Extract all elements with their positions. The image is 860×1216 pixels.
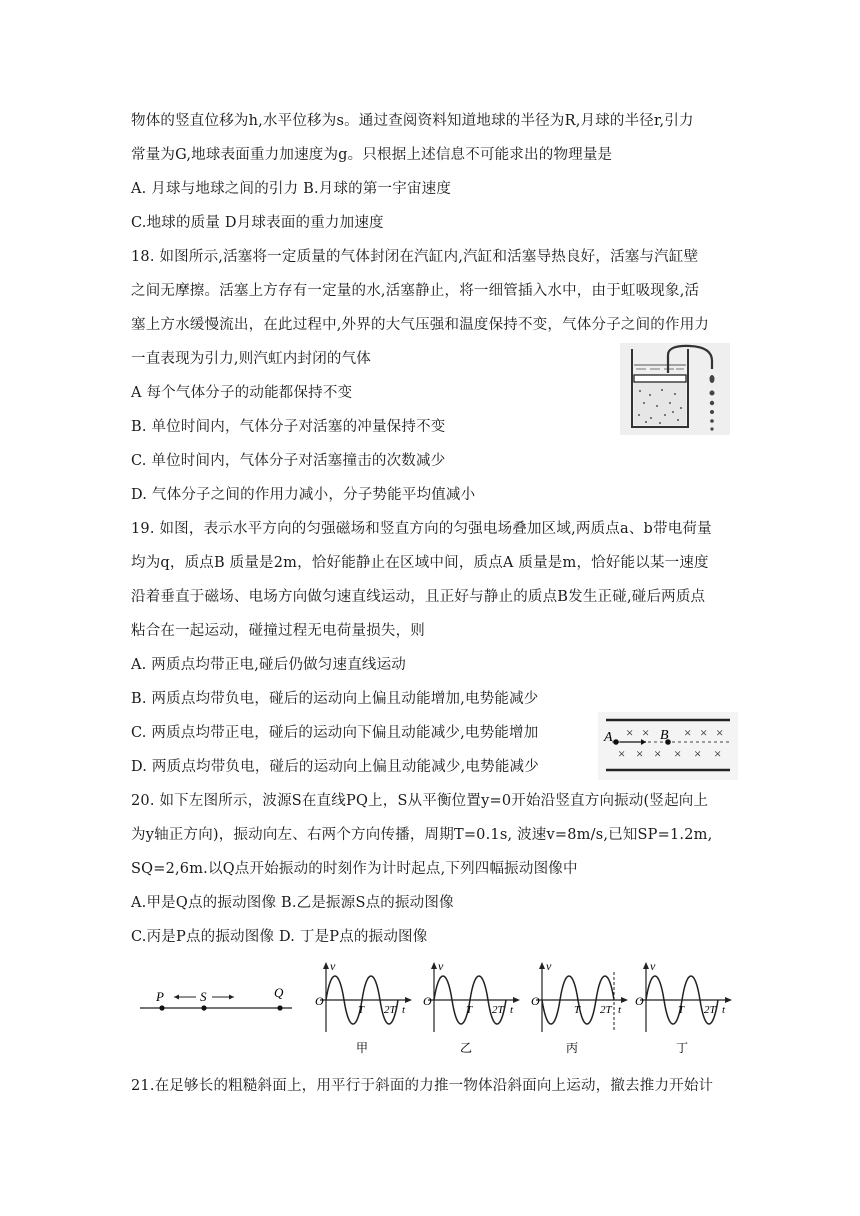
svg-text:T: T (678, 1004, 685, 1016)
option-line: A 每个气体分子的动能都保持不变 (131, 385, 353, 401)
point-q (277, 1005, 282, 1010)
svg-text:×: × (674, 746, 682, 761)
option-line: B. 两质点均带负电，碰后的运动向上偏且动能增加,电势能减少 (131, 691, 539, 707)
text-line: 沿着垂直于磁场、电场方向做匀速直线运动，且正好与静止的质点B发生正碰,碰后两质点 (131, 589, 706, 605)
svg-text:O: O (315, 994, 324, 1008)
text-line: 均为q，质点B 质量是2m，恰好能静止在区域中间，质点A 质量是m，恰好能以某一速度 (131, 555, 709, 571)
svg-text:t: t (722, 1004, 726, 1016)
svg-text:2T: 2T (492, 1004, 504, 1016)
svg-text:O: O (635, 994, 644, 1008)
option-line: C.丙是P点的振动图像 D. 丁是P点的振动图像 (131, 929, 428, 945)
svg-text:×: × (716, 725, 724, 740)
graph-caption: 丁 (676, 1041, 689, 1055)
point-s-label: S (200, 989, 207, 1004)
option-line: D. 两质点均带负电，碰后的运动向上偏且动能减少,电势能减少 (131, 759, 539, 775)
point-q-label: Q (274, 985, 284, 1000)
svg-text:×: × (642, 725, 650, 740)
option-line: A. 两质点均带正电,碰后仍做匀速直线运动 (131, 657, 406, 673)
graph-caption: 丙 (566, 1041, 579, 1055)
text-line: 为y轴正方向)，振动向左、右两个方向传播，周期T=0.1s, 波速v=8m/s,已知SP=1.2m, (131, 827, 713, 843)
option-line: C. 两质点均带正电，碰后的运动向下偏且动能减少,电势能增加 (131, 725, 539, 741)
svg-text:T: T (574, 1004, 581, 1016)
svg-text:×: × (714, 746, 722, 761)
graph-caption: 甲 (356, 1041, 369, 1055)
svg-text:t: t (618, 1004, 622, 1016)
svg-text:×: × (636, 746, 644, 761)
option-line: D. 气体分子之间的作用力减小，分子势能平均值减小 (131, 487, 476, 503)
option-line: A.甲是Q点的振动图像 B.乙是振源S点的振动图像 (131, 895, 454, 911)
point-a (613, 739, 619, 745)
svg-text:O: O (423, 994, 432, 1008)
question-19-line: 19. 如图，表示水平方向的匀强磁场和竖直方向的匀强电场叠加区域,两质点a、b带电荷量 (131, 521, 712, 537)
svg-text:2T: 2T (704, 1004, 716, 1016)
question-21-line: 21.在足够长的粗糙斜面上，用平行于斜面的力推一物体沿斜面向上运动，撤去推力开始计 (131, 1078, 714, 1094)
option-line: A. 月球与地球之间的引力 B.月球的第一宇宙速度 (131, 181, 452, 197)
text-line: 之间无摩擦。活塞上方存有一定量的水,活塞静止，将一细管插入水中，由于虹吸现象,活 (131, 283, 700, 299)
text-line: 常量为G,地球表面重力加速度为g。只根据上述信息不可能求出的物理量是 (131, 147, 613, 163)
text-line: 塞上方水缓慢流出，在此过程中,外界的大气压强和温度保持不变，气体分子之间的作用力 (131, 317, 710, 333)
svg-text:v: v (650, 959, 656, 973)
text-line: 一直表现为引力,则汽虹内封闭的气体 (131, 351, 372, 367)
text-line: 物体的竖直位移为h,水平位移为s。通过查阅资料知道地球的半径为R,月球的半径r,引力 (131, 113, 694, 129)
svg-text:T: T (358, 1004, 365, 1016)
svg-text:v: v (546, 959, 552, 973)
point-a-label: A (604, 730, 613, 745)
svg-text:×: × (700, 725, 708, 740)
text-line: 粘合在一起运动，碰撞过程无电荷量损失，则 (131, 623, 425, 639)
text-line: SQ=2,6m.以Q点开始振动的时刻作为计时起点,下列四幅振动图像中 (131, 861, 578, 877)
option-line: B. 单位时间内，气体分子对活塞的冲量保持不变 (131, 419, 446, 435)
point-s (201, 1005, 206, 1010)
svg-text:t: t (402, 1004, 406, 1016)
vibration-graph-jia (312, 958, 416, 1058)
svg-text:2T: 2T (384, 1004, 396, 1016)
wave-source-line-figure (140, 980, 300, 1024)
svg-text:T: T (466, 1004, 473, 1016)
svg-text:2T: 2T (600, 1004, 612, 1016)
point-b-label: B (660, 728, 669, 743)
svg-text:v: v (330, 959, 336, 973)
question-18-line: 18. 如图所示,活塞将一定质量的气体封闭在汽缸内,汽缸和活塞导热良好，活塞与汽缸壁 (131, 249, 699, 265)
point-p-label: P (156, 989, 164, 1004)
vibration-graph-ding (632, 958, 736, 1058)
svg-text:t: t (510, 1004, 514, 1016)
svg-text:×: × (626, 725, 634, 740)
vibration-graph-bing (528, 958, 632, 1058)
vibration-graph-yi (420, 958, 524, 1058)
question-20-line: 20. 如下左图所示，波源S在直线PQ上，S从平衡位置y=0开始沿竖直方向振动(竖起向上 (131, 793, 709, 809)
cylinder-siphon-figure (620, 343, 730, 435)
option-line: C.地球的质量 D月球表面的重力加速度 (131, 215, 384, 231)
svg-text:×: × (694, 746, 702, 761)
point-p (159, 1005, 164, 1010)
svg-text:×: × (654, 746, 662, 761)
graph-caption: 乙 (460, 1041, 473, 1055)
svg-text:v: v (438, 959, 444, 973)
svg-text:×: × (618, 746, 626, 761)
svg-text:O: O (531, 994, 540, 1008)
option-line: C. 单位时间内，气体分子对活塞撞击的次数减少 (131, 453, 446, 469)
field-region-figure (598, 712, 738, 780)
svg-text:×: × (684, 725, 692, 740)
